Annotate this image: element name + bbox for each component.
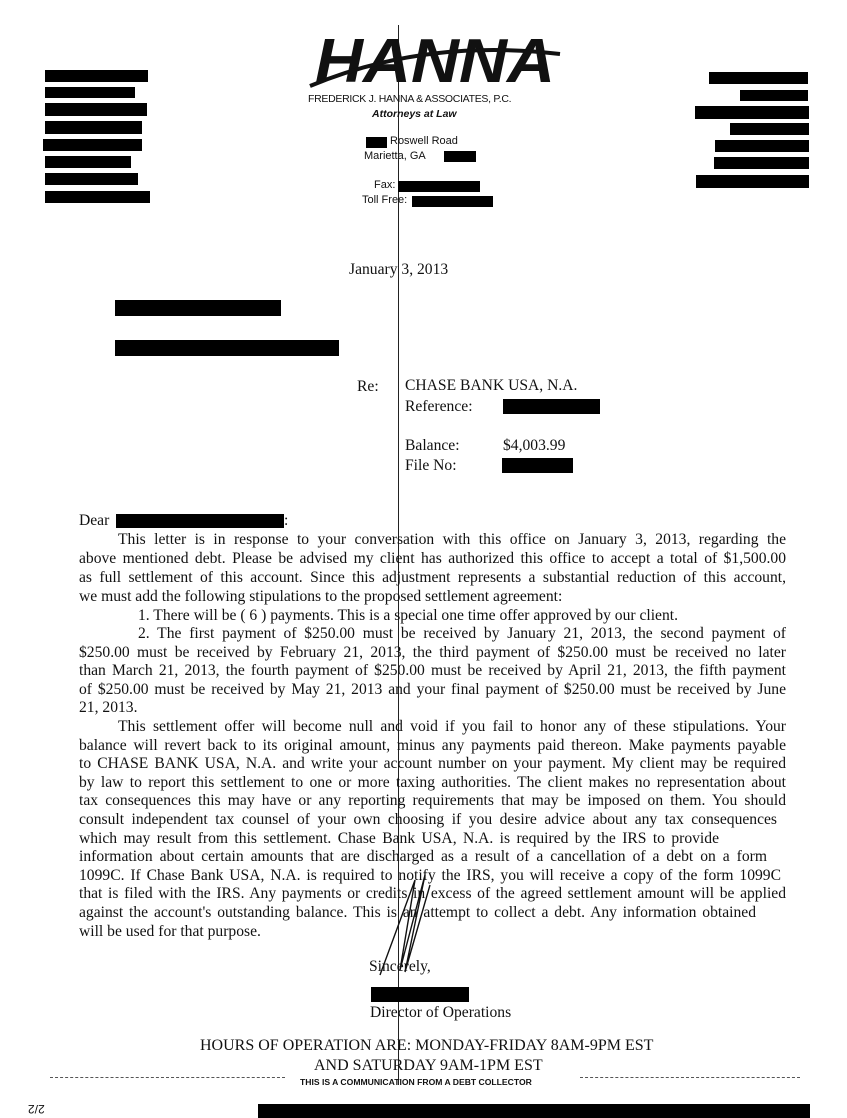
- divider: [580, 1077, 800, 1078]
- body-line: we must add the following stipulations to the proposed settlement agreement:: [79, 588, 563, 605]
- body-line: as full settlement of this account. Since this adjustment represents a substantial reduction of this account,: [79, 569, 786, 586]
- closing: Sincerely,: [369, 958, 431, 975]
- street-address: Roswell Road: [390, 135, 458, 147]
- hours-line-1: HOURS OF OPERATION ARE: MONDAY-FRIDAY 8AM-9PM EST: [200, 1037, 654, 1054]
- firm-tagline: Attorneys at Law: [372, 108, 457, 120]
- stipulation-1: 1. There will be ( 6 ) payments. This is a special one time offer approved by our client.: [138, 607, 679, 624]
- body-line: 21, 2013.: [79, 699, 138, 716]
- body-line: tax consequences this may have or any reporting requirements that may be imposed on them. You should: [79, 792, 786, 809]
- body-line: which may result from this settlement. Chase Bank USA, N.A. is required by the IRS to provide: [79, 830, 719, 847]
- file-label: File No:: [405, 457, 457, 474]
- body-line: 1099C. If Chase Bank USA, N.A. is required to notify the IRS, you will receive a copy of the form 1099C: [79, 867, 781, 884]
- body-line: $250.00 must be received by February 21, 2013, the third payment of $250.00 must be received no later: [79, 644, 786, 661]
- body-line: above mentioned debt. Please be advised my client has authorized this office to accept a total of $1,500.00: [79, 550, 786, 567]
- signer-title: Director of Operations: [370, 1004, 512, 1021]
- balance-value: $4,003.99: [503, 437, 566, 454]
- redaction: [366, 137, 387, 148]
- city-state: Marietta, GA: [364, 150, 426, 162]
- body-line: will be used for that purpose.: [79, 923, 261, 940]
- body-line: by law to report this settlement to one or more taxing authorities. The client makes no representation about: [79, 774, 786, 791]
- body-line: than March 21, 2013, the fourth payment of $250.00 must be received by April 21, 2013, the fifth payment: [79, 662, 786, 679]
- redaction: [503, 399, 600, 414]
- body-line: This settlement offer will become null and void if you fail to honor any of these stipulations. Your: [118, 718, 786, 735]
- reference-label: Reference:: [405, 398, 473, 415]
- recipient-redaction: [115, 340, 339, 356]
- body-line: against the account's outstanding balance. This is an attempt to collect a debt. Any information obtained: [79, 904, 756, 921]
- divider: [50, 1077, 285, 1078]
- redaction: [398, 181, 480, 192]
- salutation-colon: :: [284, 512, 289, 529]
- redaction: [502, 458, 573, 473]
- tollfree-label: Toll Free:: [362, 194, 408, 206]
- fax-label: Fax:: [374, 179, 396, 191]
- firm-logo: [305, 24, 565, 90]
- redaction: [412, 196, 493, 207]
- hours-line-2: AND SATURDAY 9AM-1PM EST: [314, 1057, 543, 1074]
- page-number: 2/2: [28, 1102, 45, 1116]
- svg-text:HANNA: HANNA: [315, 27, 555, 90]
- firm-name: FREDERICK J. HANNA & ASSOCIATES, P.C.: [308, 93, 512, 105]
- body-line: consult independent tax counsel of your own choosing if you desire advice about any tax consequences: [79, 811, 777, 828]
- body-line: that is filed with the IRS. Any payments or credits in excess of the agreed settlement amount will be applied: [79, 885, 786, 902]
- letter-date: January 3, 2013: [349, 261, 449, 278]
- recipient-redaction: [115, 300, 281, 316]
- redaction: [444, 151, 476, 162]
- body-line: balance will revert back to its original amount, minus any payments paid thereon. Make payments payable: [79, 737, 786, 754]
- re-label: Re:: [357, 378, 379, 395]
- signer-name-redaction: [371, 987, 469, 1002]
- balance-label: Balance:: [405, 437, 460, 454]
- redaction: [116, 514, 284, 528]
- creditor-name: CHASE BANK USA, N.A.: [405, 377, 578, 394]
- stipulation-2: 2. The first payment of $250.00 must be received by January 21, 2013, the second payment of: [138, 625, 786, 642]
- body-line: This letter is in response to your conversation with this office on January 3, 2013, regarding the: [118, 531, 786, 548]
- body-line: information about certain amounts that are discharged as a result of a cancellation of a debt on a form: [79, 848, 767, 865]
- body-line: of $250.00 must be received by May 21, 2013 and your final payment of $250.00 must be received by June: [79, 681, 786, 698]
- body-line: to CHASE BANK USA, N.A. and write your account number on your payment. My client may be required: [79, 755, 786, 772]
- debt-collector-disclaimer: THIS IS A COMMUNICATION FROM A DEBT COLLECTOR: [300, 1077, 532, 1087]
- redaction: [258, 1104, 810, 1118]
- salutation: Dear: [79, 512, 110, 529]
